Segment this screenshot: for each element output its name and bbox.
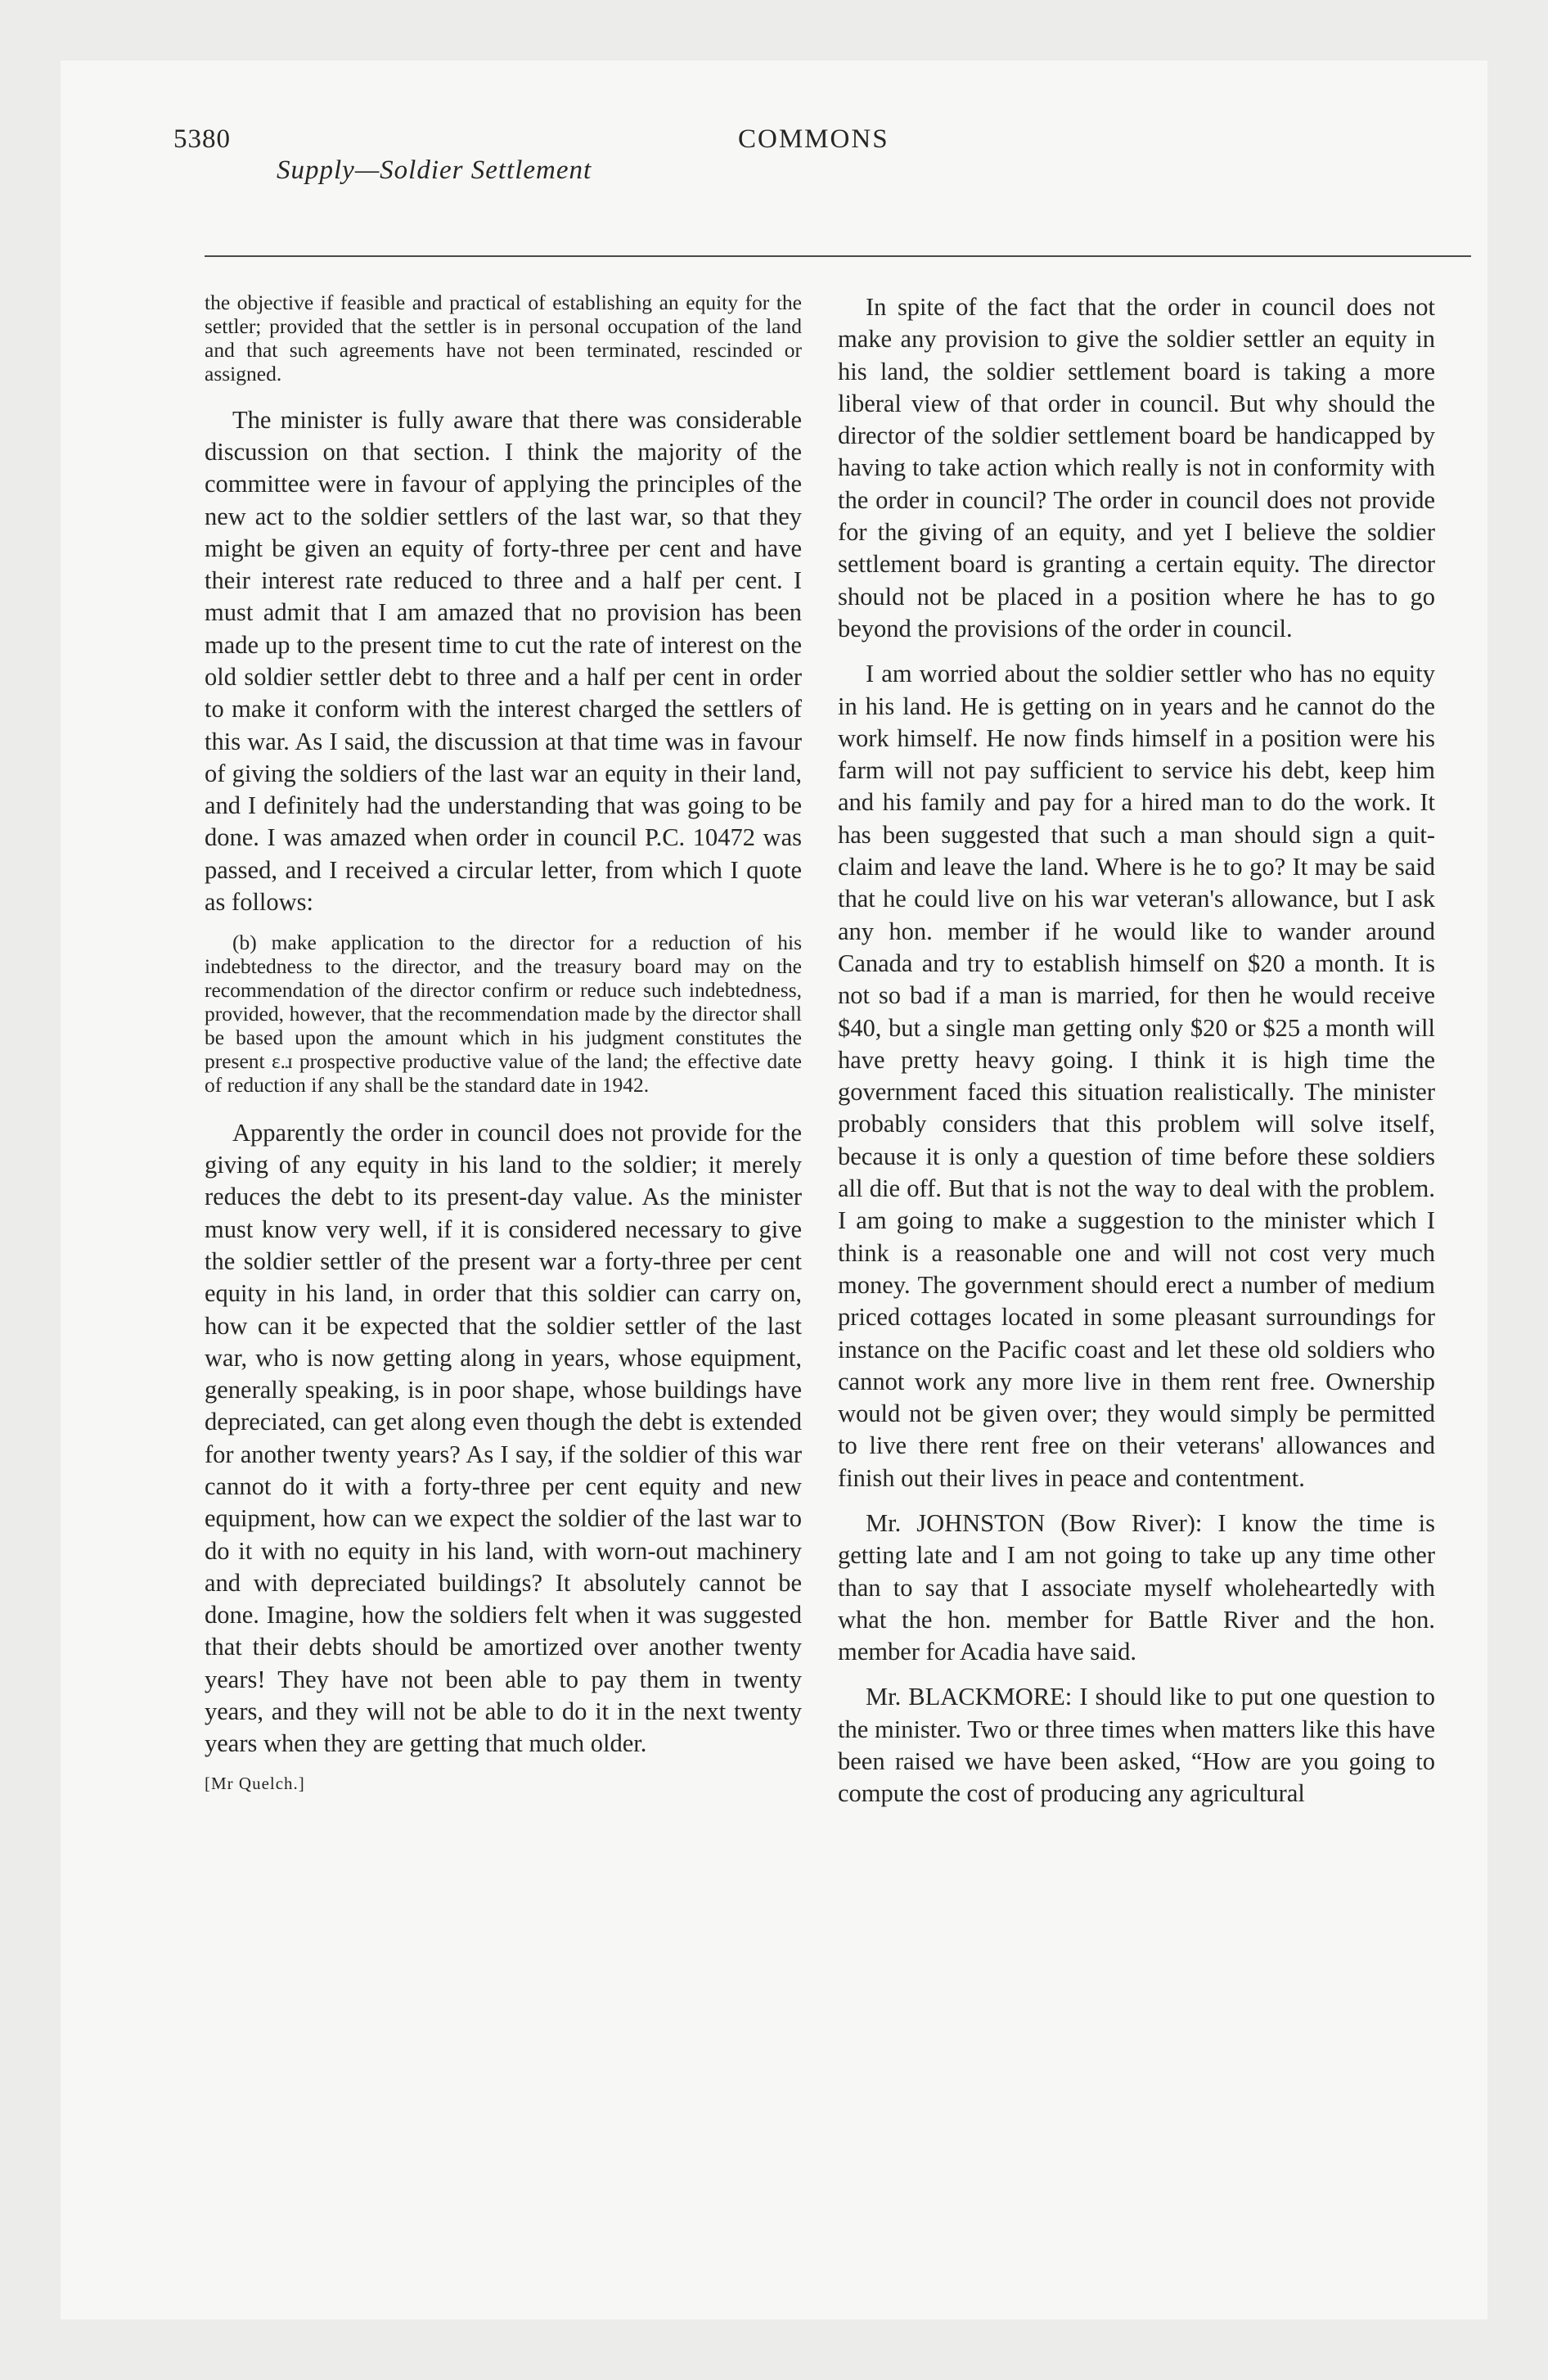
right-paragraph-3: Mr. JOHNSTON (Bow River): I know the time is getting late and I am not going to take up any time other than to say that I associate myself wholeheartedly with what the hon. member for Battle River and the hon. member for Acadia have said. — [838, 1508, 1435, 1666]
subject-heading: Supply—Soldier Settlement — [277, 156, 592, 185]
page-sheet — [61, 61, 1487, 2319]
header-rule — [205, 255, 1471, 257]
right-paragraph-1: In spite of the fact that the order in council does not make any provision to give the soldier settler an equity in his land, the soldier settlement board is taking a more liberal view of that order in council. But why should the director of the soldier settlement board be handicapped by having to take action which really is not in conformity with the order in council? The order in council does not provide for the giving of an equity, and yet I believe the soldier settlement board is granting a certain equity. The director should not be placed in a position where he has to go beyond the provisions of the order in council. — [838, 293, 1435, 642]
speaker-attribution: [Mr Quelch.] — [205, 1773, 305, 1793]
right-column — [838, 291, 1435, 2256]
right-paragraph-4: Mr. BLACKMORE: I should like to put one question to the minister. Two or three times when matters like this have been raised we have been asked, “How are you going to compute the cost of producing any agricultural — [838, 1683, 1435, 1808]
chamber-title: COMMONS — [738, 124, 889, 154]
page-number: 5380 — [173, 124, 231, 154]
left-paragraph-1: the objective if feasible and practical of establishing an equity for the settler; provided that the settler is in personal occupation of the land and that such agreements have not been terminated, rescinded or assigned. — [205, 291, 802, 385]
left-paragraph-3: Apparently the order in council does not provide for the giving of any equity in his land to the soldier; it merely reduces the debt to its present-day value. As the minister must know very well, if it is considered necessary to give the soldier settler of the present war a forty-three per cent equity in his land, in order that this soldier can carry on, how can it be expected that the soldier settler of the last war, who is now getting along in years, whose equipment, generally speaking, is in poor shape, whose buildings have depreciated, can get along even though the debt is extended for another twenty years? As I say, if the soldier of this war cannot do it with a forty-three per cent equity and new equipment, how can we expect the soldier of the last war to do it with no equity in his land, with worn-out machinery and with depreciated buildings? It absolutely cannot be done. Imagine, how the soldiers felt when it was suggested that their debts should be amortized over another twenty years! They have not been able to pay them in twenty years, and they will not be able to do it in the next twenty years when they are getting that much older. — [205, 1118, 802, 1758]
block-quote: (b) make application to the director for a reduction of his indebtedness to the director, and the treasury board may on the recommendation of the director confirm or reduce such indebtedness, provided, however, that the recommendation made by the director shall be based upon the amount which in his judgment constitutes the present ε.ɹ prospective productive value of the land; the effective date of reduction if any shall be the standard date in 1942. — [205, 931, 802, 1097]
right-paragraph-2: I am worried about the soldier settler who has no equity in his land. He is getting on in years and he cannot do the work himself. He now finds himself in a position were his farm will not pay sufficient to service his debt, keep him and his family and pay for a hired man to do the work. It has been suggested that such a man should sign a quit-claim and leave the land. Where is he to go? It may be said that he could live on his war veteran's allowance, but I ask any hon. member if he would like to wander around Canada and try to establish himself on $20 a month. It is not so bad if a man is married, for then he would receive $40, but a single man getting only $20 or $25 a month will have pretty heavy going. I think it is high time the government faced this situation realistically. The minister probably considers that this problem will solve itself, because it is only a question of time before these soldiers all die off. But that is not the way to deal with the problem. I am going to make a suggestion to the minister which I think is a reasonable one and will not cost very much money. The government should erect a number of medium priced cottages located in some pleasant surroundings for instance on the Pacific coast and let these old soldiers who cannot work any more live in them rent free. Ownership would not be given over; they would simply be permitted to live there rent free on their veterans' allowances and finish out their lives in peace and contentment. — [838, 660, 1435, 1492]
left-column — [205, 291, 802, 2256]
left-paragraph-2: The minister is fully aware that there was considerable discussion on that section. I think the majority of the committee were in favour of applying the principles of the new act to the soldier settlers of the last war, so that they might be given an equity of forty-three per cent and have their interest rate reduced to three and a half per cent. I must admit that I am amazed that no provision has been made up to the present time to cut the rate of interest on the old soldier settler debt to three and a half per cent in order to make it conform with the interest charged the settlers of this war. As I said, the discussion at that time was in favour of giving the soldiers of the last war an equity in their land, and I definitely had the understanding that was going to be done. I was amazed when order in council P.C. 10472 was passed, and I received a circular letter, from which I quote as follows: — [205, 405, 802, 917]
